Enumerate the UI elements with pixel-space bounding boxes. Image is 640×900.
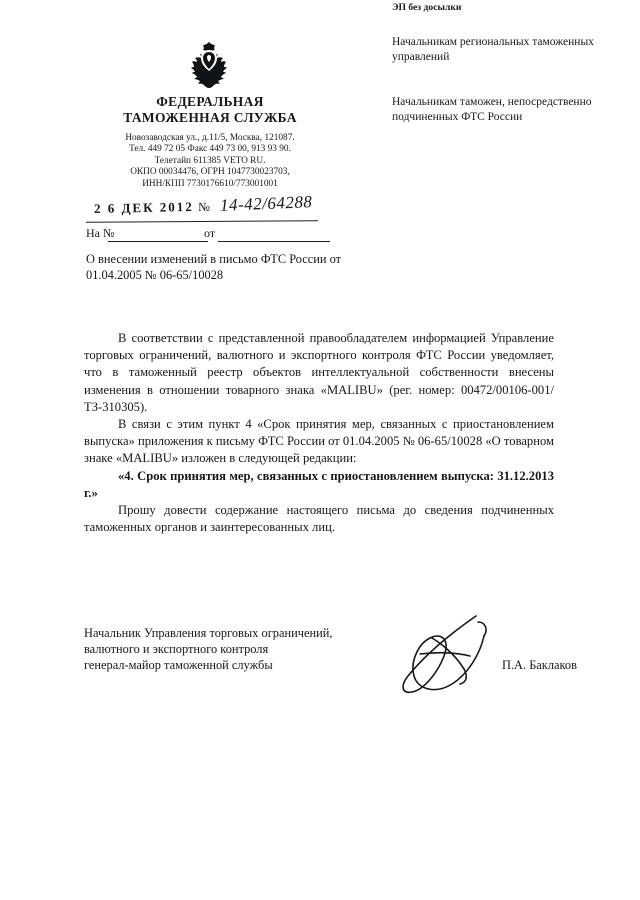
addressee-line1: Начальникам региональных таможенных управлений [392, 36, 594, 63]
letter-body [84, 330, 554, 536]
russian-coat-of-arms-icon [186, 40, 232, 88]
stamp-date: 2 6 ДЕК 2012 [93, 198, 194, 217]
body-quoted-clause: «4. Срок принятия мер, связанных с приостановлением выпуска: 31.12.2013 г.» [84, 468, 554, 500]
handwritten-signature-icon [380, 610, 510, 705]
organization-name-line2: ТАМОЖЕННАЯ СЛУЖБА [123, 110, 297, 125]
reference-underline-left [108, 241, 208, 242]
subject-line: О внесении изменений в письмо ФТС России от 01.04.2005 № 06-65/10028 [86, 252, 342, 282]
addressee-block [392, 0, 622, 125]
body-paragraph-1: В соответствии с представленной правообладателем информацией Управление торговых ограничений, валютного и экспортного контроля ФТС России уведомляет, что в таможенный реестр объектов интеллектуальной собственности внесены изменения в отношении товарного знака «MALIBU» (рег. номер: 00472/00106-001/ТЗ-310305). [84, 331, 554, 414]
signer-title-line3: генерал-майор таможенной службы [84, 658, 273, 672]
signer-name: П.А. Баклаков [502, 658, 577, 672]
organization-address: Новозаводская ул., д.11/5, Москва, 121087. [125, 133, 295, 143]
addressee-line2: Начальникам таможен, непосредственно подчиненных ФТС России [392, 96, 592, 123]
stamp-number-label: № [198, 200, 210, 214]
body-paragraph-3: Прошу довести содержание настоящего письма до сведения подчиненных таможенных органов и заинтересованных лиц. [84, 503, 554, 535]
organization-name [60, 94, 360, 126]
reference-underline-right [218, 241, 330, 242]
reference-label-ot: от [204, 226, 216, 240]
organization-inn: ИНН/КПП 7730176610/773001001 [142, 178, 278, 189]
reference-label-na: На № [86, 226, 115, 240]
organization-phones: Тел. 449 72 05 Факс 449 73 00, 913 93 90. [129, 144, 291, 155]
organization-teletype: Телетайп 611385 VETO RU. [154, 155, 266, 166]
delivery-note: ЭП без досылки [392, 2, 462, 13]
organization-details [56, 133, 364, 190]
organization-name-line1: ФЕДЕРАЛЬНАЯ [156, 94, 264, 109]
stamp-number-value: 14-42/64288 [219, 192, 313, 215]
organization-okpo: ОКПО 00034476, ОГРН 1047730023703, [130, 167, 290, 178]
signer-title-line2: валютного и экспортного контроля [84, 642, 269, 656]
signer-title-line1: Начальник Управления торговых ограничений, [84, 626, 333, 640]
body-paragraph-2: В связи с этим пункт 4 «Срок принятия мер, связанных с приостановлением выпуска» приложения к письму ФТС России от 01.04.2005 № 06-65/10028 «О товарном знаке «MALIBU» изложен в следующей редакции: [84, 417, 554, 466]
